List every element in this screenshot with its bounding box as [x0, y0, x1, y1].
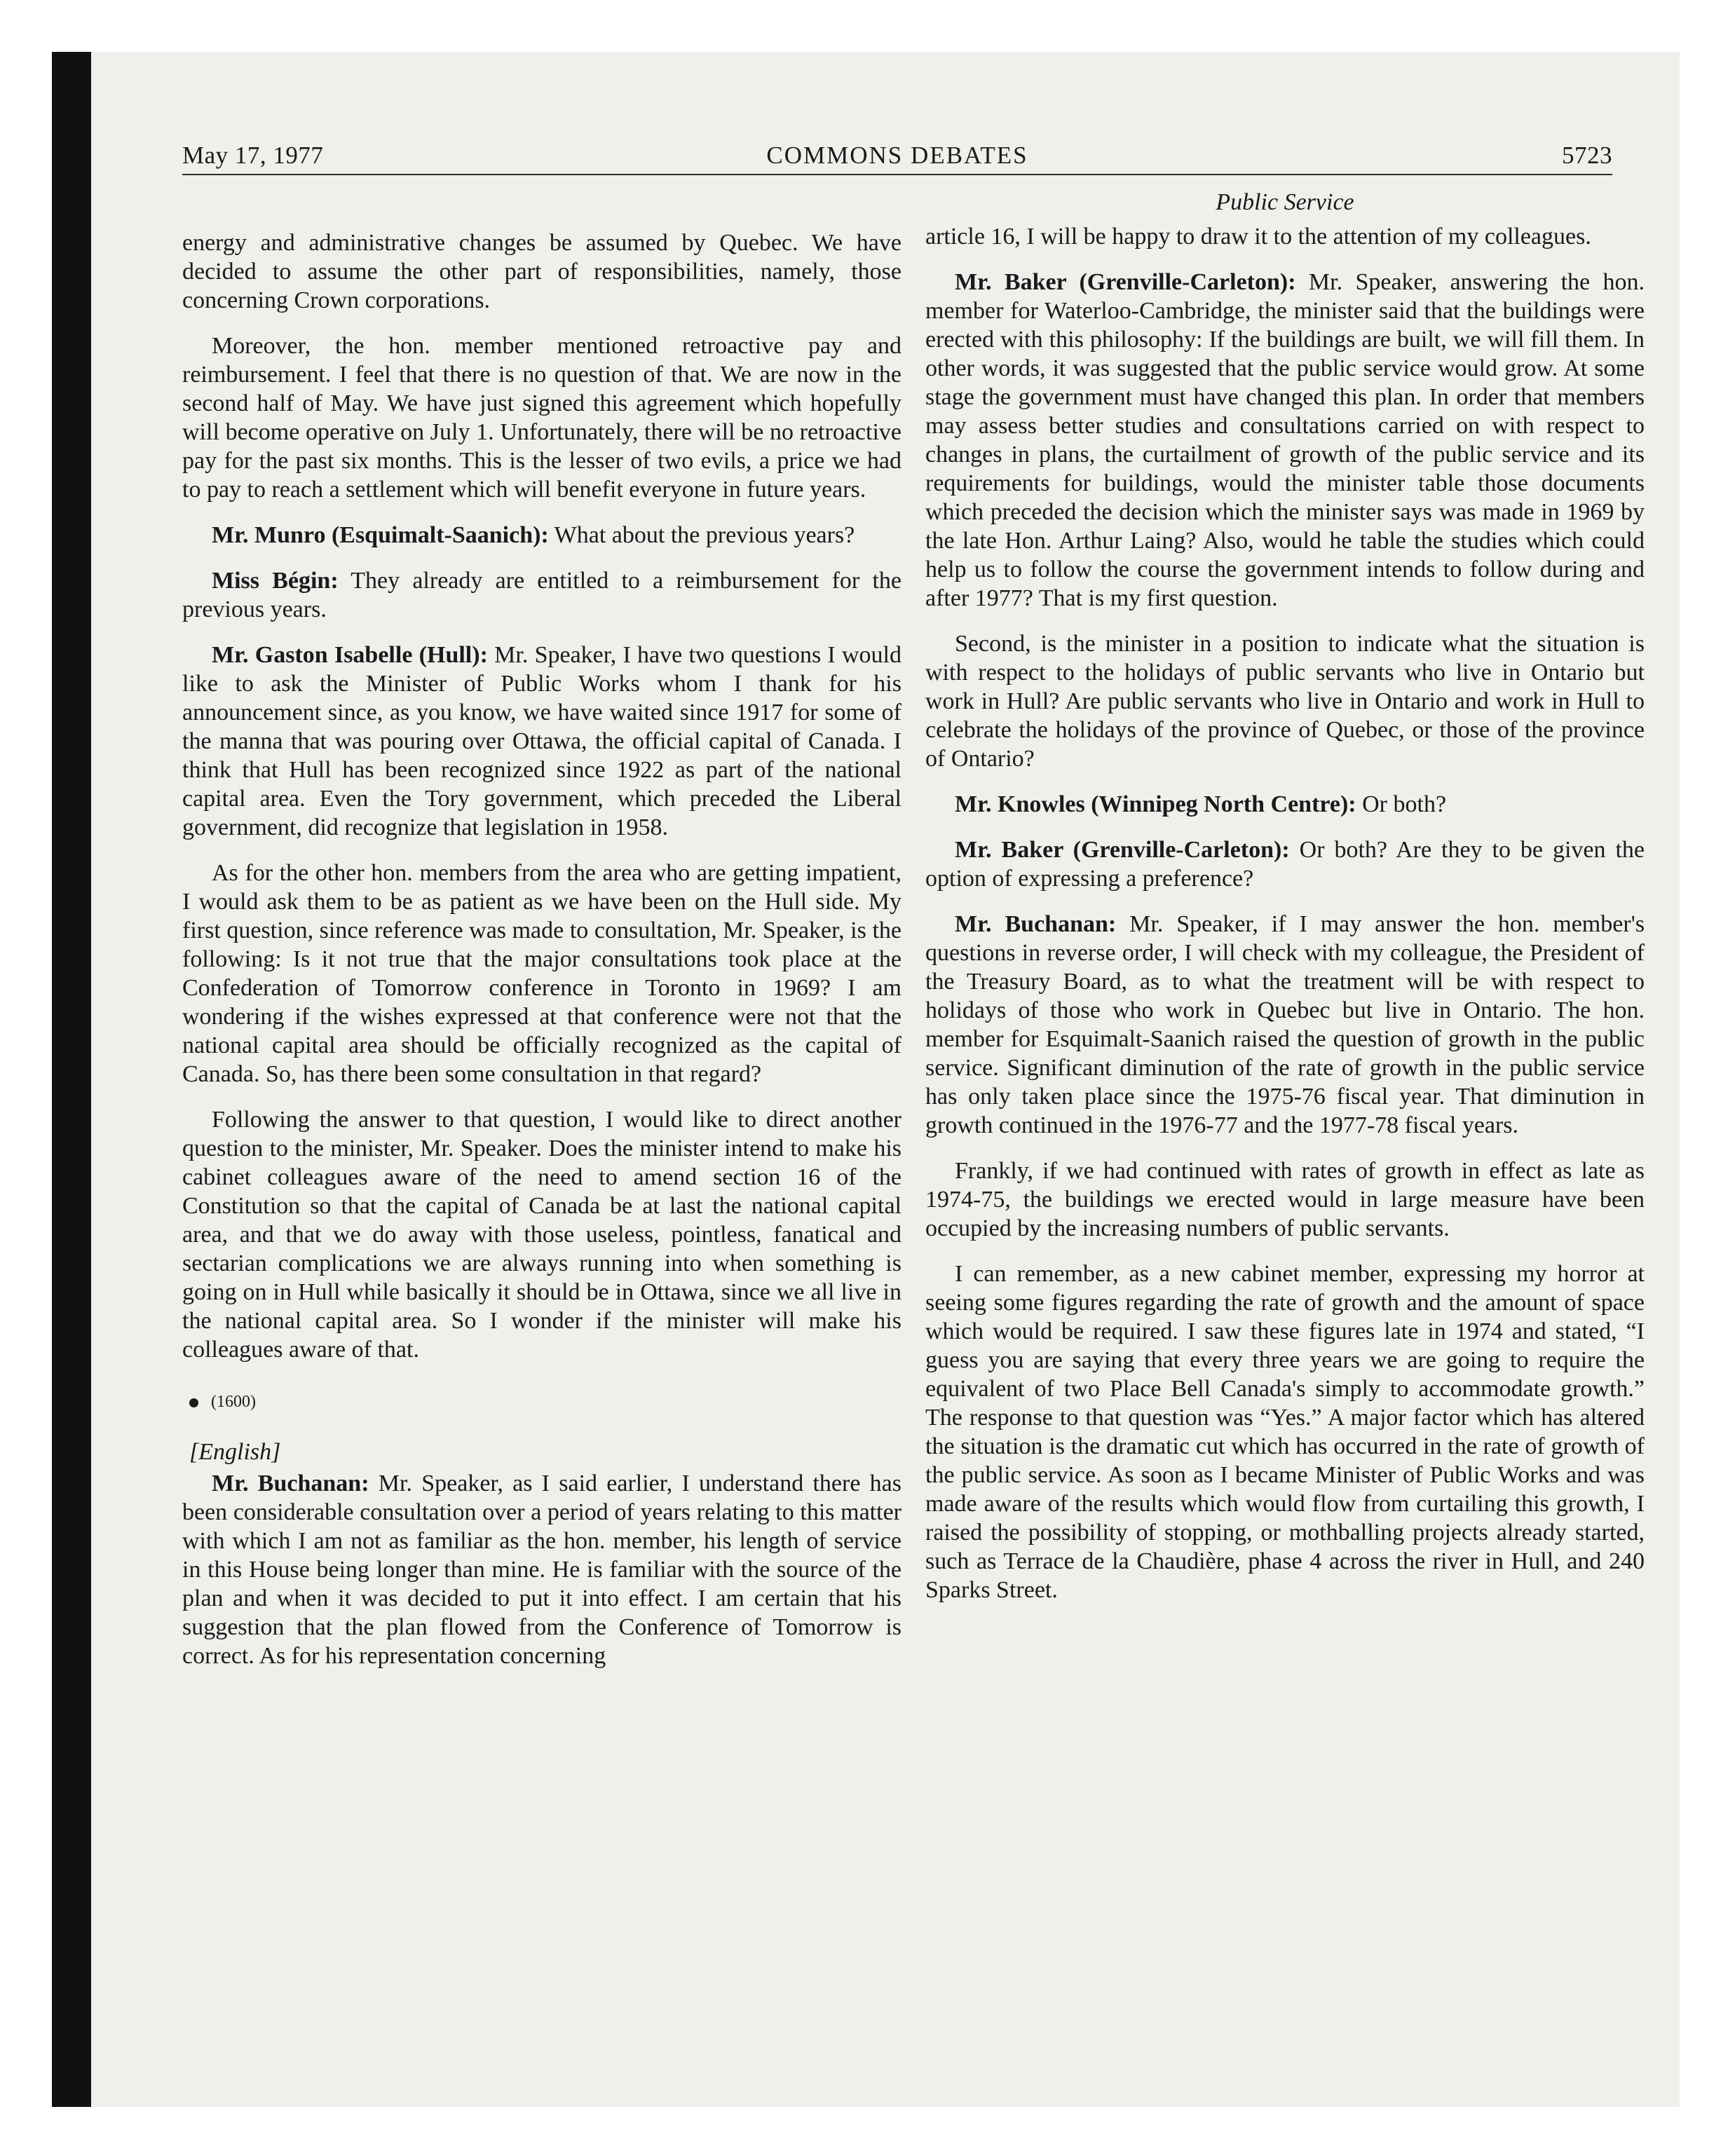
paragraph [182, 1469, 901, 1670]
paragraph [925, 790, 1645, 819]
left-column [182, 228, 901, 1687]
paragraph [182, 641, 901, 842]
speech-text: Mr. Speaker, as I said earlier, I understand there has been considerable consultation over a period of years relating to this matter with which I am not as familiar as the hon. member, his length of service in this House being longer than mine. He is familiar with the source of the plan and when it was decided to put it into effect. I am certain that his suggestion that the plan flowed from the Conference of Tomorrow is correct. As for his representation concerning [182, 1471, 901, 1669]
running-head: Public Service [1216, 189, 1354, 215]
paragraph: Following the answer to that question, I would like to direct another question to the minister, Mr. Speaker. Does the minister intend to make his cabinet colleagues aware of the need to amend section 16 of the Constitution so that the capital of Canada be at last the national capital area, and that we do away with those useless, pointless, fanatical and sectarian complications we are always running into when something is going on in Hull while basically it should be in Ottawa, since we all live in the national capital area. So I wonder if the minister will make his colleagues aware of that. [182, 1107, 901, 1363]
speaker-name: Mr. Gaston Isabelle (Hull): [212, 642, 488, 668]
paragraph: Second, is the minister in a position to indicate what the situation is with respect to the holidays of public servants who live in Ontario but work in Hull? Are public servants who live in Ontario and work in Hull to celebrate the holidays of the province of Quebec, or those of the province of Ontario? [925, 631, 1645, 772]
paragraph [182, 566, 901, 624]
time-marker-label: (1600) [211, 1393, 256, 1411]
speaker-name: Mr. Baker (Grenville-Carleton): [955, 837, 1290, 863]
speech-text: Mr. Speaker, I have two questions I would like to ask the Minister of Public Works whom I thank for his announcement since, as you know, we have waited since 1917 for some of the manna that was pouring over Ottawa, the official capital of Canada. I think that Hull has been recognized since 1922 as part of the national capital area. Even the Tory government, which preceded the Liberal government, did recognize that legislation in 1958. [182, 642, 901, 840]
page-number: 5723 [1562, 142, 1612, 169]
speaker-name: Mr. Buchanan: [212, 1471, 369, 1496]
paragraph: energy and administrative changes be assumed by Quebec. We have decided to assume the other part of responsibilities, namely, those concerning Crown corporations. [182, 230, 901, 313]
paragraph: As for the other hon. members from the area who are getting impatient, I would ask them to be as patient as we have been on the Hull side. My first question, since reference was made to consultation, Mr. Speaker, is the following: Is it not true that the major consultations took place at the Confederation of Tomorrow conference in Toronto in 1969? I am wondering if the wishes expressed at that conference were not that the national capital area should be officially recognized as the capital of Canada. So, has there been some consultation in that regard? [182, 860, 901, 1087]
speech-text: What about the previous years? [548, 522, 855, 548]
paragraph [925, 910, 1645, 1140]
right-column [925, 188, 1645, 1621]
scan-edge-shadow [52, 52, 91, 2107]
paragraph: article 16, I will be happy to draw it to the attention of my colleagues. [925, 224, 1591, 250]
speech-text: Mr. Speaker, answering the hon. member for Waterloo-Cambridge, the minister said that the buildings were erected with this philosophy: If the buildings are built, we will fill them. In other words, it was suggested that the public service would grow. At some stage the government must have changed this plan. In order that members may assess better studies and consultations carried on with respect to changes in plans, the curtailment of growth of the public service and its requirements for buildings, would the minister table those documents which preceded the decision which the minister says was made in 1969 by the late Hon. Arthur Laing? Also, would he table the studies which could help us to follow the course the government intends to follow during and after 1977? That is my first question. [925, 269, 1645, 611]
speaker-name: Mr. Baker (Grenville-Carleton): [955, 269, 1296, 295]
paragraph: Frankly, if we had continued with rates of growth in effect as late as 1974-75, the buildings we erected would in large measure have been occupied by the increasing numbers of public servants. [925, 1158, 1645, 1241]
paragraph [182, 521, 901, 550]
paragraph [925, 835, 1645, 893]
speech-text: They already are entitled to a reimbursement for the previous years. [182, 568, 901, 622]
paragraph [925, 268, 1645, 613]
speech-text: Or both? [1356, 791, 1447, 817]
paragraph: Moreover, the hon. member mentioned retroactive pay and reimbursement. I feel that there is no question of that. We are now in the second half of May. We have just signed this agreement which hopefully will become operative on July 1. Unfortunately, there will be no retroactive pay for the past six months. This is the lesser of two evils, a price we had to pay to reach a settlement which will benefit everyone in future years. [182, 333, 901, 503]
speaker-name: Mr. Buchanan: [955, 911, 1117, 937]
bullet-icon [189, 1398, 198, 1407]
speaker-name: Mr. Knowles (Winnipeg North Centre): [955, 791, 1356, 817]
speech-text: Mr. Speaker, if I may answer the hon. member's questions in reverse order, I will check with my colleague, the President of the Treasury Board, as to what the treatment will be with respect to holidays of those who work in Quebec but live in Ontario. The hon. member for Esquimalt-Saanich raised the question of growth in the public service. Significant diminution of the rate of growth in the public service has only taken place since the 1975-76 fiscal year. That diminution in growth continued in the 1976-77 and the 1977-78 fiscal years. [925, 911, 1645, 1138]
speech-text: Or both? Are they to be given the option of expressing a preference? [925, 837, 1645, 892]
speaker-name: Mr. Munro (Esquimalt-Saanich): [212, 522, 549, 548]
language-tag: [English] [189, 1439, 281, 1465]
header-title: COMMONS DEBATES [766, 142, 1028, 169]
header-date: May 17, 1977 [182, 142, 324, 169]
page-header [182, 137, 1612, 175]
speaker-name: Miss Bégin: [212, 568, 339, 594]
paragraph: I can remember, as a new cabinet member, expressing my horror at seeing some figures regarding the rate of growth and the amount of space which would be required. I saw these figures late in 1974 and stated, “I guess you are saying that every three years we are going to require the equivalent of two Place Bell Canada's simply to accommodate growth.” The response to that question was “Yes.” A major factor which has altered the situation is the dramatic cut which has occurred in the rate of growth of the public service. As soon as I became Minister of Public Works and was made aware of the results which would flow from curtailing this growth, I raised the possibility of stopping, or mothballing projects already started, such as Terrace de la Chaudière, phase 4 across the river in Hull, and 240 Sparks Street. [925, 1261, 1645, 1603]
time-marker [189, 1388, 901, 1417]
